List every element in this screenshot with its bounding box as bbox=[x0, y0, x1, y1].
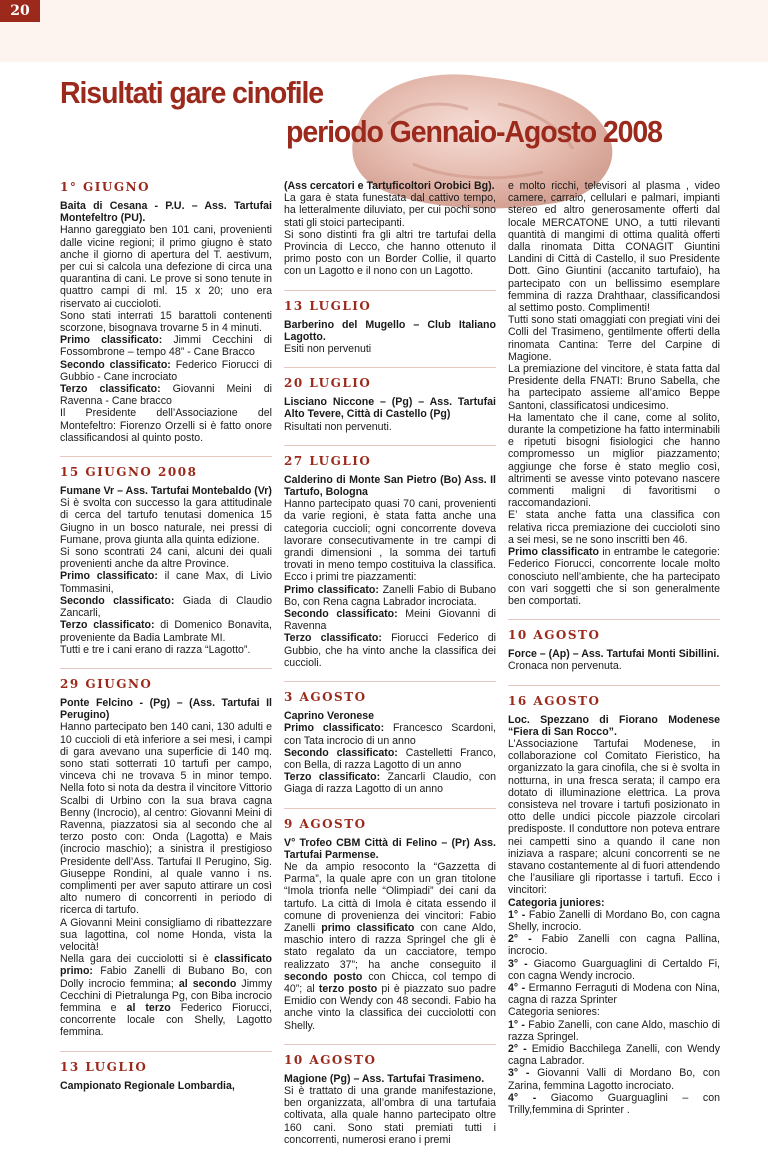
section-paragraph: 2° - Emidio Bacchilega Zanelli, con Wendy cagna Labrador. bbox=[508, 1043, 720, 1068]
section-paragraph: Si è svolta con successo la gara attitudinale di cerca del tartufo tenutasi domenica 15 Giugno in un bosco naturale, nei pressi di Fumane, prova giunta alla quinta edizione. bbox=[60, 497, 272, 546]
section-date: 13 LUGLIO bbox=[60, 1059, 148, 1074]
result-section bbox=[60, 668, 272, 1039]
section-paragraph: Secondo classificato: Federico Fiorucci di Gubbio - Cane incrociato bbox=[60, 358, 272, 383]
result-section bbox=[508, 180, 720, 607]
section-paragraph: La gara è stata funestata dal cattivo tempo, ha letteralmente diluviato, per cui pochi sono stati gli stoici partecipanti. bbox=[284, 192, 496, 229]
section-paragraph: Terzo classificato: Fiorucci Federico di Gubbio, che ha vinto anche la classifica dei cuccioli. bbox=[284, 632, 496, 669]
result-section bbox=[284, 180, 496, 278]
section-paragraph: Tutti e tre i cani erano di razza “Lagotto”. bbox=[60, 643, 251, 656]
section-paragraph: Sono stati interrati 15 barattoli contenenti scorzone, bisognava trovarne 5 in 4 minuti. bbox=[60, 309, 272, 335]
section-paragraph: Terzo classificato: Giovanni Meini di Ravenna - Cane bracco bbox=[60, 383, 272, 408]
section-paragraph: Hanno gareggiato ben 101 cani, provenienti dalle vicine regioni; il primo giugno è stato anche il giorno di apertura del T. aestivum, per cui si calcola una defezione di circa una quarantina di cani. Le prove si sono tenute in quattro campi di ml. 15 x 20; uno era riservato ai cuccioloti. bbox=[60, 224, 272, 310]
section-heading: Calderino di Monte San Pietro (Bo) Ass. Il Tartufo, Bologna bbox=[284, 473, 496, 499]
section-paragraph: Tutti sono stati omaggiati con pregiati vini dei Colli del Trasimeno, gentilmente offerti della rinomata Cantina: Terre del Carpine di Magione. bbox=[508, 314, 720, 363]
section-paragraph: 3° - Giacomo Guarguaglini di Certaldo Fi, con cagna Wendy incrocio. bbox=[508, 957, 721, 982]
section-paragraph: Primo classificato: Francesco Scardoni, con Tata incrocio di un anno bbox=[284, 722, 496, 747]
section-paragraph: Nella gara dei cucciolotti si è classificato primo: Fabio Zanelli di Bubano Bo, con Dolly incrocio femmina; al secondo Jimmy Cecchini di Pietralunga Pg, con Biba incrocio femmina e al terzo Federico Fiorucci, concorrente locale con Shelly, Lagotto femmina. bbox=[60, 953, 272, 1039]
section-heading: Caprino Veronese bbox=[284, 710, 375, 723]
result-section bbox=[284, 445, 496, 669]
section-date: 10 AGOSTO bbox=[284, 1052, 377, 1067]
section-paragraph: Primo classificato: Zanelli Fabio di Bubano Bo, con Rena cagna Labrador incrociata. bbox=[284, 583, 496, 608]
result-section bbox=[284, 367, 496, 433]
section-heading: Barberino del Mugello – Club Italiano Lagotto. bbox=[284, 318, 496, 343]
section-heading: Loc. Spezzano di Fiorano Modenese “Fiera di San Rocco”. bbox=[508, 713, 720, 738]
section-paragraph: Ha lamentato che il cane, come al solito, durante la competizione ha fatto interminabili e ripetuti bisogni fisiologici che hanno compromesso un miglior piazzamento; aggiunge che forse è stato meglio così, altrimenti se avesse vinto potevano nascere commenti maligni di favoritismi o raccomandazioni. bbox=[508, 411, 720, 510]
section-heading: (Ass cercatori e Tartuficoltori Orobici Bg). bbox=[284, 180, 495, 192]
section-paragraph: 1° - Fabio Zanelli, con cane Aldo, maschio di razza Springel. bbox=[508, 1018, 720, 1043]
section-paragraph: Hanno partecipato quasi 70 cani, provenienti da varie regioni, è stata fatta anche una categoria cuccioli; ogni concorrente doveva lavorare consecutivamente in tre campi di grandi dimensioni , la somma dei tartufi trovati in meno tempo costituiva la classifica. Ecco i primi tre piazzamenti: bbox=[284, 498, 496, 584]
section-date: 10 AGOSTO bbox=[508, 628, 601, 643]
section-paragraph: Cronaca non pervenuta. bbox=[508, 660, 622, 673]
page-number: 20 bbox=[0, 0, 40, 22]
section-date: 20 LUGLIO bbox=[284, 376, 372, 391]
section-paragraph: Secondo classificato: Castelletti Franco, con Bella, di razza Lagotto di un anno bbox=[284, 746, 496, 771]
section-paragraph: Risultati non pervenuti. bbox=[284, 420, 392, 433]
section-divider bbox=[284, 808, 496, 809]
section-heading: V° Trofeo CBM Città di Felino – (Pr) Ass. Tartufai Parmense. bbox=[284, 836, 496, 861]
section-paragraph: Si è trattato di una grande manifestazione, ben organizzata, all’ombra di una tartufaia coltivata, alla quale hanno partecipato oltre 160 cani. Sono stati premiati tutti i concorrenti, numerosi erano i premi bbox=[284, 1084, 496, 1146]
section-paragraph: e molto ricchi, televisori al plasma , video camere, carraio, cellulari e palmari, impianti stereo ed altro generosamente offerti dal locale MERCATONE UNO, a tutti rilevanti quantità di mangimi di ottima qualità offerti dalla rinomata Ditta CONAGIT Giuntini Landini di Città di Castello, il suo Presidente Dott. Gino Giuntini (accanito tartufaio), ha partecipato con un bellissimo esemplare femmina di razza Drahthaar, classificandosi al settimo posto. Complimenti! bbox=[508, 180, 720, 315]
section-paragraph: Ne da ampio resoconto la “Gazzetta di Parma”, la quale apre con un gran titolone “Imola trionfa nelle “Olimpiadi” dei cani da tartufo. La città di Imola è citata essendo il comune di provenienza dei vincitori: Fabio Zanelli primo classificato con cane Aldo, maschio intero di razza Springel che gli è stato regalato da un cacciatore, tempo realizzato 37”; ha anche conseguito il secondo posto con Chicca, col tempo di 40”; al terzo posto pi è piazzato suo padre Emidio con Wendy con 48 secondi. Fabio ha anche vinto la classifica dei cucciolotti con Shelly. bbox=[284, 860, 496, 1032]
section-divider bbox=[284, 1044, 496, 1045]
section-paragraph: E’ stata anche fatta una classifica con relativa ricca premiazione dei cuccioloti sino a sei mesi, se ne sono inscritti ben 46. bbox=[508, 509, 720, 546]
section-heading: Force – (Ap) – Ass. Tartufai Monti Sibillini. bbox=[508, 648, 720, 661]
result-section bbox=[60, 1051, 272, 1092]
section-heading: Lisciano Niccone – (Pg) – Ass. Tartufai Alto Tevere, Città di Castello (Pg) bbox=[284, 396, 496, 421]
section-paragraph: Esiti non pervenuti bbox=[284, 343, 372, 356]
section-paragraph: Categoria juniores: bbox=[508, 896, 605, 909]
section-divider bbox=[60, 456, 272, 457]
top-band bbox=[0, 0, 768, 62]
section-paragraph: Si sono distinti fra gli altri tre tartufai della Provincia di Lecco, che hanno ottenuto il primo posto con un Border Collie, il quarto con un Lagotto e il nono con un Lagotto. bbox=[284, 228, 496, 278]
section-date: 13 LUGLIO bbox=[284, 298, 372, 313]
section-paragraph: 3° - Giovanni Valli di Mordano Bo, con Zarina, femmina Lagotto incrociato. bbox=[508, 1067, 720, 1092]
result-section bbox=[60, 180, 272, 444]
section-date: 1° GIUGNO bbox=[60, 180, 151, 194]
column-3 bbox=[508, 180, 720, 1128]
section-paragraph: Primo classificato in entrambe le categorie: Federico Fiorucci, concorrente locale molto conosciuto nell’ambiente, che ha partecipato con vari soggetti che si son generalmente ben comportati. bbox=[508, 546, 720, 607]
section-divider bbox=[60, 1051, 272, 1052]
section-paragraph: Hanno partecipato ben 140 cani, 130 adulti e 10 cuccioli di età inferiore a sei mesi, i campi di gara avevano una superficie di 140 mq. sono stati sotterrati 10 tartufi per campo, vinceva chi ne trovava 5 in minor tempo. Nella foto si nota da destra il vincitore Vittorio Scalbi di Urbino con la sua brava cagna Benny (Incrocio), al centro: Giovanni Meini di Ravenna, piazzatosi sia al secondo che al terzo posto con: Onda (Lagotta) e Mais (incrocio maschio); a sinistra il prestigioso Presidente dell’Ass. Tartufai Il Perugino, Sig. Giuseppe Rondini, al quale vanno i ns. complimenti per aver saputo attirare un così alto numero di concorrenti in periodo di ricerca di tartufo. bbox=[60, 721, 272, 917]
section-paragraph: Secondo classificato: Meini Giovanni di Ravenna bbox=[284, 608, 496, 633]
section-paragraph: La premiazione del vincitore, è stata fatta dal Presidente della FNATI: Bruno Sabella, che ha partecipato assieme all’amico Beppe Santoni, classificatosi undicesimo. bbox=[508, 363, 720, 412]
section-date: 3 AGOSTO bbox=[284, 690, 367, 705]
section-paragraph: Terzo classificato: Zancarli Claudio, con Giaga di razza Lagotto di un anno bbox=[284, 771, 496, 796]
section-paragraph: Terzo classificato: di Domenico Bonavita, proveniente da Badia Lambrate MI. bbox=[60, 619, 272, 644]
result-section bbox=[284, 1044, 496, 1146]
section-paragraph: L’Associazione Tartufai Modenese, in collaborazione col Comitato Fieristico, ha organizzato la gara cinofila, che si è svolta in notturna, in una fresca serata; il campo era dotato di illuminazione elettrica. La prova consisteva nel trovare i tartufi posizionato in otto delle undici piccole piazzole circolari predisposte. Il conduttore non poteva entrare nei campetti sino a quando il cane non iniziava a raspare; alcuni concorrenti se ne stavano costantemente al di fuori attendendo che l’ausiliare gli riportasse i tartufi. Ecco i vincitori: bbox=[508, 737, 720, 897]
section-heading: Baita di Cesana - P.U. – Ass. Tartufai Montefeltro (PU). bbox=[60, 200, 272, 225]
section-divider bbox=[60, 668, 272, 669]
section-divider bbox=[508, 619, 720, 620]
section-heading: Ponte Felcino - (Pg) – (Ass. Tartufai Il Perugino) bbox=[60, 696, 272, 722]
section-heading: Fumane Vr – Ass. Tartufai Montebaldo (Vr) bbox=[60, 485, 272, 498]
section-paragraph: Categoria seniores: bbox=[508, 1006, 600, 1019]
section-paragraph: A Giovanni Meini consigliamo di ribattezzare sua lagottina, col nome Honda, vista la velocità! bbox=[60, 916, 272, 953]
section-heading: Magione (Pg) – Ass. Tartufai Trasimeno. bbox=[284, 1072, 485, 1085]
title-line-2: periodo Gennaio-Agosto 2008 bbox=[286, 114, 662, 149]
section-divider bbox=[284, 290, 496, 291]
section-paragraph: Primo classificato: il cane Max, di Livio Tommasini, bbox=[60, 570, 272, 595]
column-1 bbox=[60, 180, 272, 1104]
result-section bbox=[284, 681, 496, 795]
section-paragraph: Il Presidente dell’Associazione del Montefeltro: Fiorenzo Orzelli si è fatto onore classificandosi al quinto posto. bbox=[60, 407, 272, 444]
column-2 bbox=[284, 180, 496, 1158]
section-date: 16 AGOSTO bbox=[508, 693, 601, 708]
result-section bbox=[508, 619, 720, 672]
section-paragraph: Primo classificato: Jimmi Cecchini di Fossombrone – tempo 48” - Cane Bracco bbox=[60, 334, 272, 359]
result-section bbox=[284, 290, 496, 356]
section-paragraph: 4° - Ermanno Ferraguti di Modena con Nina, cagna di razza Sprinter bbox=[508, 981, 720, 1007]
section-divider bbox=[284, 445, 496, 446]
section-date: 15 GIUGNO 2008 bbox=[60, 465, 198, 480]
section-paragraph: 4° - Giacomo Guarguaglini – con Trilly,femmina di Sprinter . bbox=[508, 1091, 720, 1117]
section-date: 9 AGOSTO bbox=[284, 816, 367, 831]
title-line-1: Risultati gare cinofile bbox=[60, 75, 324, 110]
section-date: 29 GIUGNO bbox=[60, 676, 153, 691]
result-section bbox=[60, 456, 272, 656]
result-section bbox=[508, 685, 720, 1117]
section-divider bbox=[508, 685, 720, 686]
section-paragraph: 2° - Fabio Zanelli con cagna Pallina, incrocio. bbox=[508, 933, 720, 958]
section-paragraph: Secondo classificato: Giada di Claudio Zancarli, bbox=[60, 594, 272, 620]
section-heading: Campionato Regionale Lombardia, bbox=[60, 1079, 235, 1092]
result-section bbox=[284, 808, 496, 1032]
section-divider bbox=[284, 367, 496, 368]
section-divider bbox=[284, 681, 496, 682]
section-paragraph: Si sono scontrati 24 cani, alcuni dei quali provenienti anche da altre Province. bbox=[60, 546, 272, 571]
section-paragraph: 1° - Fabio Zanelli di Mordano Bo, con cagna Shelly, incrocio. bbox=[508, 908, 720, 933]
section-date: 27 LUGLIO bbox=[284, 453, 372, 468]
